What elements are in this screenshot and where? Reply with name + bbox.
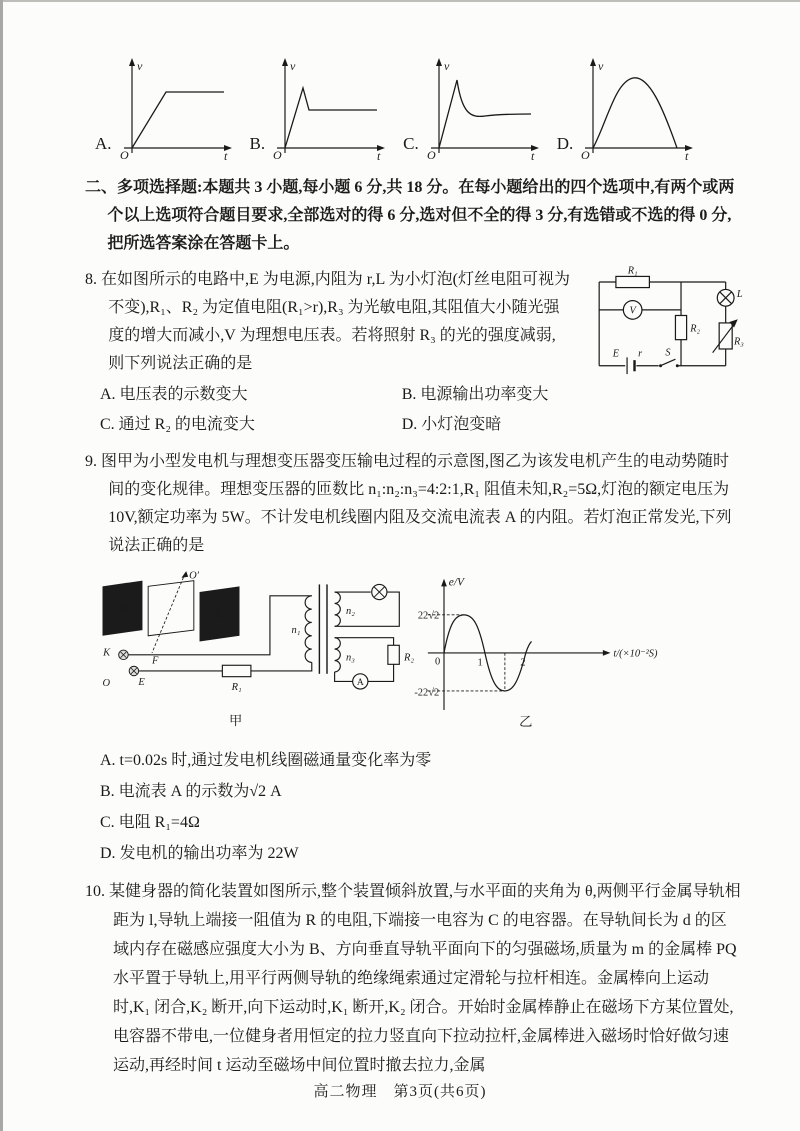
label-magnet-n: N <box>118 601 128 616</box>
question-9-stem: 9. 图甲为小型发电机与理想变压器变压输电过程的示意图,图乙为该发电机产生的电动势随时间的变化规律。理想变压器的匝数比 n₁:n₂:n₃=4:2:1,R₁ 阻值未知,R₂=5Ω,灯泡的额定电压为 10V,额定功率为 5W。不计发电机线圈内阻及交流电流表 A 的内阻。若灯泡正常发光,下列说法正确的是 <box>85 453 732 554</box>
page-footer: 高二物理 第3页(共6页) <box>313 1084 487 1100</box>
resistor-r2 <box>675 315 686 339</box>
origin-label: O <box>273 148 282 162</box>
label-r2: R₂ <box>690 323 701 335</box>
question-9 <box>85 448 742 869</box>
wire <box>368 664 394 681</box>
emf-zero-label: 0 <box>434 656 441 668</box>
q8-circuit-diagram <box>588 266 748 378</box>
q8-option-c: C. 通过 R₂ 的电流变大 <box>100 416 255 433</box>
arrow-head-icon <box>729 319 737 327</box>
arrow-up-icon <box>129 58 135 66</box>
label-r3: R₃ <box>734 336 744 348</box>
option-label-a: A. <box>95 134 112 153</box>
wire <box>335 592 400 626</box>
label-f: F <box>151 655 159 667</box>
wire <box>335 672 353 682</box>
axis-t-label: t <box>223 149 227 162</box>
axis-v-label: v <box>136 59 142 73</box>
resistor-r2 <box>388 645 399 664</box>
emf-ylabel: e/V <box>448 576 464 589</box>
vt-graph-c <box>421 56 543 162</box>
curve-c <box>439 80 531 148</box>
label-n2: n₂ <box>346 605 355 617</box>
curve-a <box>132 92 224 148</box>
caption-jia: 甲 <box>229 713 243 729</box>
origin-label: O <box>581 148 590 162</box>
label-s: S <box>665 347 671 359</box>
arrow-up-icon <box>436 58 442 66</box>
q9-option-c: C. 电阻 R₁=4Ω <box>100 814 200 831</box>
label-r1: R₁ <box>627 266 638 277</box>
label-r: r <box>638 348 643 360</box>
option-label-d: D. <box>556 134 574 153</box>
coil-n1 <box>305 596 312 663</box>
label-k: K <box>103 647 111 659</box>
label-ammeter: A <box>356 678 364 689</box>
label-r2: R₂ <box>404 652 415 664</box>
resistor-r1 <box>222 665 251 676</box>
q9-option-d: D. 发电机的输出功率为 22W <box>100 845 299 862</box>
question-10 <box>85 877 742 1080</box>
arrow-right-icon <box>603 650 611 656</box>
question-8-options <box>85 380 742 440</box>
label-o-prime: O′ <box>189 570 199 582</box>
caption-yi: 乙 <box>519 714 533 730</box>
axis-v-label: v <box>443 59 450 73</box>
question-8 <box>85 266 742 440</box>
armature-coil <box>148 581 194 636</box>
question-10-stem: 10. 某健身器的简化装置如图所示,整个装置倾斜放置,与水平面的夹角为 θ,两侧平行金属导轨相距为 l,导轨上端接一阻值为 R 的电阻,下端接一电容为 C 的电容器。在导轨间长为 d 的区域内存在磁感应强度大小为 B、方向垂直导轨平面向下的匀强磁场,质量为 m 的金属棒 PQ 水平置于导轨上,用平行两侧导轨的绝缘绳索通过定滑轮与拉杆相连。金属棒向上运动时,K₁ 闭合,K₂ 断开,向下运动时,K₁ 断开,K₂ 闭合。开始时金属棒静止在磁场下方某位置处,电容器不带电,一位健身者用恒定的拉力竖直向下拉动拉杆,金属棒进入磁场时恰好做匀速运动,再经时间 t 运动至磁场中间位置时撤去拉力,金属 <box>85 883 741 1074</box>
origin-label: O <box>119 148 129 162</box>
coil-n2 <box>335 592 341 626</box>
q8-option-d: D. 小灯泡变暗 <box>401 416 502 433</box>
axis-t-label: t <box>685 149 689 162</box>
arrow-up-icon <box>282 58 288 66</box>
q9-option-a: A. t=0.02s 时,通过发电机线圈磁通量变化率为零 <box>100 752 432 769</box>
origin-label: O <box>426 148 436 162</box>
label-o: O <box>102 678 111 690</box>
emf-ymax-label: 22√2 <box>417 610 440 622</box>
label-e: E <box>138 677 145 689</box>
axis-t-label: t <box>530 149 535 162</box>
question-9-options <box>85 745 742 869</box>
emf-ymin-label: -22√2 <box>414 687 440 699</box>
label-n3: n₃ <box>346 652 355 664</box>
axis-t-label: t <box>377 149 381 162</box>
switch-icon <box>661 359 676 366</box>
emf-t1-label: 1 <box>477 657 483 669</box>
vt-graph-a <box>114 56 236 162</box>
curve-b <box>285 88 377 148</box>
axis-v-label: v <box>290 59 296 73</box>
label-e: E <box>612 348 620 360</box>
q9-option-b: B. 电流表 A 的示数为√2 A <box>100 783 282 800</box>
question-9-figure <box>93 568 742 739</box>
vt-option-a <box>95 56 236 162</box>
label-n1: n₁ <box>291 624 301 636</box>
curve-d <box>593 78 677 148</box>
axis-arrow-icon <box>181 571 188 578</box>
q8-option-b: B. 电源输出功率变大 <box>401 386 549 403</box>
coil-n3 <box>335 638 341 672</box>
label-magnet-s: S <box>214 607 222 622</box>
option-label-b: B. <box>249 134 266 153</box>
emf-xlabel: t/(×10⁻²S) <box>613 648 658 660</box>
wire <box>335 638 394 646</box>
vt-graph-b <box>267 56 389 162</box>
label-r1: R₁ <box>231 682 242 693</box>
wire <box>251 662 312 671</box>
axis-v-label: v <box>598 59 604 73</box>
question-8-stem: 8. 在如图所示的电路中,E 为电源,内阻为 r,L 为小灯泡(灯丝电阻可视为不变),R₁、R₂ 为定值电阻(R₁>r),R₃ 为光敏电阻,其阻值大小随光强度的增大而减小,V 为理想电压表。若将照射 R₃ 的光的强度减弱,则下列说法正确的是 <box>85 271 570 372</box>
vt-graph-d <box>575 56 697 162</box>
label-l: L <box>736 288 743 300</box>
vt-option-b <box>250 56 390 162</box>
emf-t2-label: 2 <box>520 657 526 669</box>
label-v: V <box>629 305 636 317</box>
resistor-r1 <box>616 276 649 287</box>
vt-option-c <box>403 56 543 162</box>
q8-option-a: A. 电压表的示数变大 <box>100 386 248 403</box>
option-label-c: C. <box>403 134 419 153</box>
generator-transformer-diagram <box>93 568 678 734</box>
vt-option-d <box>557 56 698 162</box>
section-2-instructions: 二、多项选择题:本题共 3 小题,每小题 6 分,共 18 分。在每小题给出的四个选项中,有两个或两个以上选项符合题目要求,全部选对的得 6 分,选对但不全的得 3 分,有选错或不选的得 0 分,把所选答案涂在答题卡上。 <box>85 179 735 252</box>
vt-option-graphs <box>95 56 742 162</box>
arrow-up-icon <box>441 579 447 587</box>
arrow-up-icon <box>590 58 596 66</box>
